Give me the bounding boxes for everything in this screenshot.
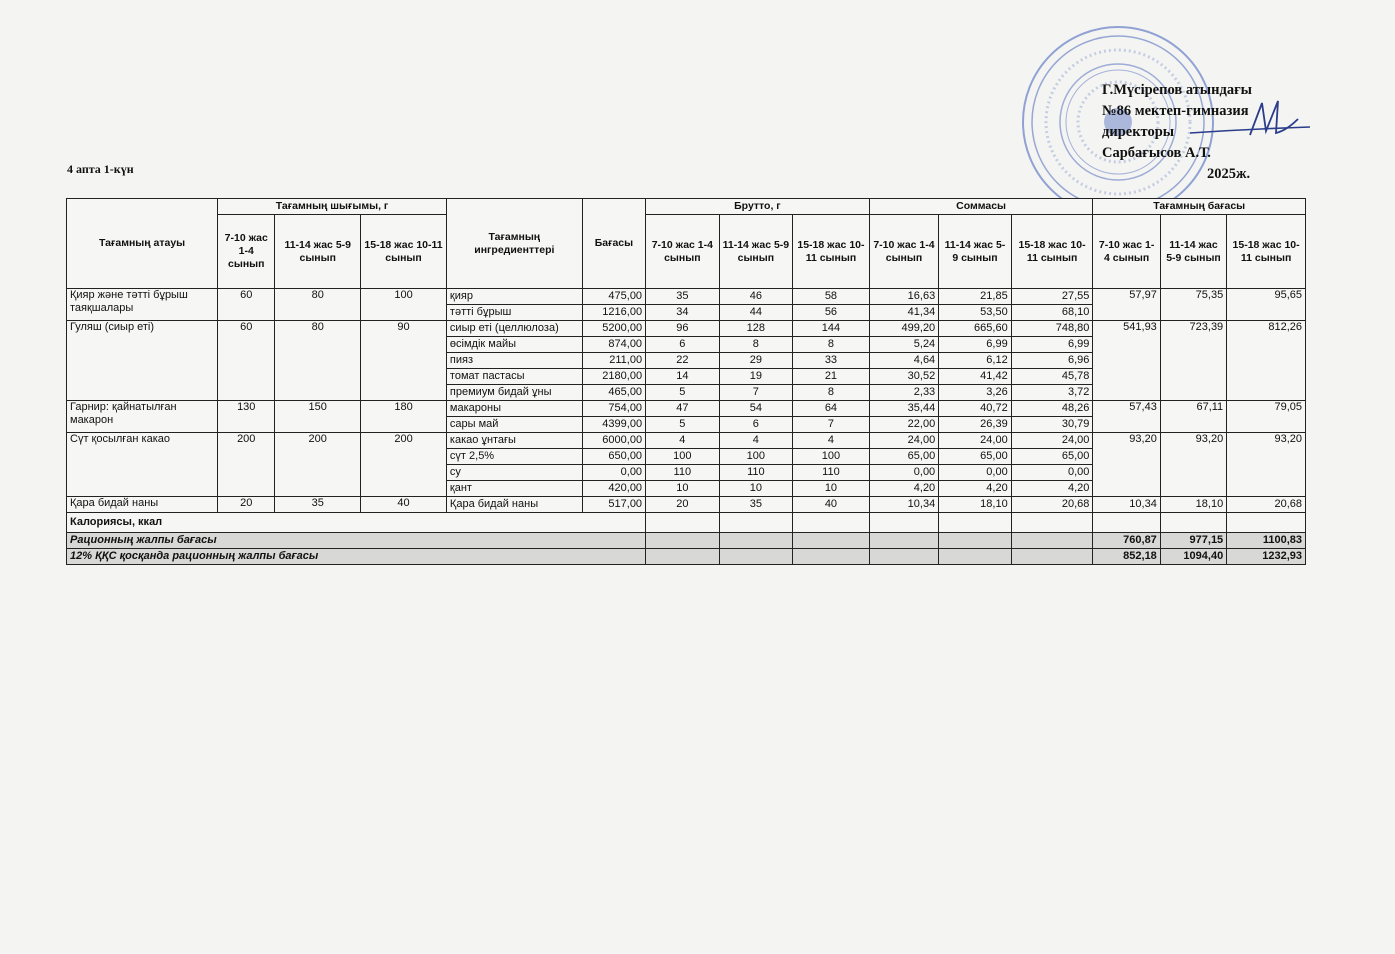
ingredient-brutto: 4: [646, 433, 720, 449]
ingredient-price: 0,00: [582, 465, 645, 481]
ingredient-brutto: 5: [646, 385, 720, 401]
table-row: [67, 497, 1306, 513]
ingredient-price: 2180,00: [582, 369, 645, 385]
ingredient-brutto: 22: [646, 353, 720, 369]
ingredient-brutto: 100: [793, 449, 870, 465]
dish-output: 35: [275, 497, 361, 513]
dish-total-price: 93,20: [1093, 433, 1160, 497]
week-day-label: 4 апта 1-күн: [67, 162, 134, 176]
ingredient-brutto: 6: [646, 337, 720, 353]
ingredient-brutto: 10: [793, 481, 870, 497]
dish-total-price: 10,34: [1093, 497, 1160, 513]
ingredient-sum: 0,00: [1011, 465, 1093, 481]
ingredient-brutto: 144: [793, 321, 870, 337]
total-row-empty-cell: [1011, 533, 1093, 549]
ingredient-brutto: 5: [646, 417, 720, 433]
dish-output: 40: [361, 497, 447, 513]
dish-total-price: 93,20: [1160, 433, 1226, 497]
header-output-age-1: 7-10 жас 1-4 сынып: [218, 215, 275, 289]
calories-cell: [646, 513, 720, 533]
vat-total-row-value: 1232,93: [1227, 549, 1306, 565]
ingredient-brutto: 10: [719, 481, 793, 497]
ingredient-sum: 65,00: [939, 449, 1012, 465]
dish-output: 200: [361, 433, 447, 497]
ingredient-sum: 30,79: [1011, 417, 1093, 433]
ingredient-name: су: [446, 465, 582, 481]
ingredient-sum: 6,12: [939, 353, 1012, 369]
dish-total-price: 75,35: [1160, 289, 1226, 321]
vat-total-row: [67, 549, 1306, 565]
ingredient-name: өсімдік майы: [446, 337, 582, 353]
ingredient-sum: 40,72: [939, 401, 1012, 417]
ingredient-brutto: 100: [646, 449, 720, 465]
total-row: [67, 533, 1306, 549]
header-brutto: Брутто, г: [646, 199, 870, 215]
total-row-empty-cell: [869, 533, 938, 549]
ingredient-sum: 41,34: [869, 305, 938, 321]
vat-total-row-empty-cell: [719, 549, 793, 565]
header-dish-price: Тағамның бағасы: [1093, 199, 1306, 215]
calories-cell: [939, 513, 1012, 533]
calories-cell: [1093, 513, 1160, 533]
ingredient-brutto: 96: [646, 321, 720, 337]
ingredient-name: тәтті бұрыш: [446, 305, 582, 321]
total-row-empty-cell: [719, 533, 793, 549]
ingredient-name: макароны: [446, 401, 582, 417]
table-row: [67, 289, 1306, 305]
ingredient-sum: 4,20: [1011, 481, 1093, 497]
header-sum-age-2: 11-14 жас 5-9 сынып: [939, 215, 1012, 289]
total-row-value: 977,15: [1160, 533, 1226, 549]
dish-name: Қияр және тәтті бұрыш таяқшалары: [67, 289, 218, 321]
ingredient-price: 4399,00: [582, 417, 645, 433]
dish-output: 60: [218, 321, 275, 401]
header-output-age-3: 15-18 жас 10-11 сынып: [361, 215, 447, 289]
ingredient-brutto: 56: [793, 305, 870, 321]
ingredient-sum: 65,00: [1011, 449, 1093, 465]
ingredient-price: 420,00: [582, 481, 645, 497]
ingredient-sum: 5,24: [869, 337, 938, 353]
vat-total-row-empty-cell: [793, 549, 870, 565]
dish-output: 130: [218, 401, 275, 433]
ingredient-brutto: 19: [719, 369, 793, 385]
calories-cell: [1011, 513, 1093, 533]
ingredient-name: Қара бидай наны: [446, 497, 582, 513]
dish-output: 150: [275, 401, 361, 433]
ingredient-sum: 65,00: [869, 449, 938, 465]
calories-cell: [719, 513, 793, 533]
vat-total-row-label: 12% ҚҚС қосқанда рационның жалпы бағасы: [67, 549, 646, 565]
ingredient-brutto: 35: [646, 289, 720, 305]
ingredient-brutto: 8: [793, 385, 870, 401]
dish-output: 60: [218, 289, 275, 321]
header-output: Тағамның шығымы, г: [218, 199, 447, 215]
ingredient-brutto: 100: [719, 449, 793, 465]
table-row: [67, 401, 1306, 417]
header-brutto-age-3: 15-18 жас 10-11 сынып: [793, 215, 870, 289]
dish-output: 180: [361, 401, 447, 433]
total-row-empty-cell: [939, 533, 1012, 549]
ingredient-sum: 0,00: [869, 465, 938, 481]
ingredient-sum: 4,20: [939, 481, 1012, 497]
ingredient-brutto: 44: [719, 305, 793, 321]
ingredient-brutto: 8: [719, 337, 793, 353]
ingredient-sum: 748,80: [1011, 321, 1093, 337]
total-row-value: 760,87: [1093, 533, 1160, 549]
ingredient-brutto: 29: [719, 353, 793, 369]
ingredient-sum: 4,64: [869, 353, 938, 369]
ingredient-brutto: 46: [719, 289, 793, 305]
ingredient-brutto: 34: [646, 305, 720, 321]
ingredient-brutto: 58: [793, 289, 870, 305]
dish-total-price: 57,97: [1093, 289, 1160, 321]
ingredient-name: какао ұнтағы: [446, 433, 582, 449]
ingredient-price: 874,00: [582, 337, 645, 353]
ingredient-name: пияз: [446, 353, 582, 369]
ingredient-sum: 53,50: [939, 305, 1012, 321]
dish-output: 20: [218, 497, 275, 513]
total-row-empty-cell: [793, 533, 870, 549]
dish-name: Гарнир: қайнатылған макарон: [67, 401, 218, 433]
ingredient-brutto: 7: [793, 417, 870, 433]
calories-cell: [869, 513, 938, 533]
ingredient-sum: 45,78: [1011, 369, 1093, 385]
ingredient-sum: 20,68: [1011, 497, 1093, 513]
ingredient-sum: 24,00: [939, 433, 1012, 449]
table-row: [67, 433, 1306, 449]
calories-row: [67, 513, 1306, 533]
dish-output: 200: [275, 433, 361, 497]
header-dish-price-age-2: 11-14 жас 5-9 сынып: [1160, 215, 1226, 289]
ingredient-brutto: 4: [793, 433, 870, 449]
ingredient-price: 211,00: [582, 353, 645, 369]
approval-school-name: Г.Мүсірепов атындағы: [1102, 82, 1252, 98]
ingredient-sum: 68,10: [1011, 305, 1093, 321]
total-row-empty-cell: [646, 533, 720, 549]
ingredient-sum: 3,72: [1011, 385, 1093, 401]
ingredient-sum: 0,00: [939, 465, 1012, 481]
vat-total-row-value: 852,18: [1093, 549, 1160, 565]
ingredient-sum: 22,00: [869, 417, 938, 433]
ingredient-name: томат пастасы: [446, 369, 582, 385]
dish-total-price: 541,93: [1093, 321, 1160, 401]
director-signature: [1180, 95, 1320, 155]
ingredient-sum: 3,26: [939, 385, 1012, 401]
dish-total-price: 93,20: [1227, 433, 1306, 497]
dish-output: 200: [218, 433, 275, 497]
approval-position: директоры: [1102, 124, 1175, 140]
total-row-label: Рационның жалпы бағасы: [67, 533, 646, 549]
header-dish-price-age-1: 7-10 жас 1-4 сынып: [1093, 215, 1160, 289]
ingredient-brutto: 6: [719, 417, 793, 433]
ingredient-name: қант: [446, 481, 582, 497]
header-brutto-age-1: 7-10 жас 1-4 сынып: [646, 215, 720, 289]
ingredient-price: 5200,00: [582, 321, 645, 337]
ingredient-brutto: 110: [719, 465, 793, 481]
ingredient-sum: 41,42: [939, 369, 1012, 385]
header-price: Бағасы: [582, 199, 645, 289]
header-output-age-2: 11-14 жас 5-9 сынып: [275, 215, 361, 289]
ingredient-brutto: 54: [719, 401, 793, 417]
approval-director-name: Сарбағысов А.Т.: [1102, 145, 1211, 161]
ingredient-sum: 10,34: [869, 497, 938, 513]
table-row: [67, 321, 1306, 337]
ingredient-sum: 24,00: [869, 433, 938, 449]
calories-cell: [1227, 513, 1306, 533]
ingredient-sum: 665,60: [939, 321, 1012, 337]
total-row-value: 1100,83: [1227, 533, 1306, 549]
ingredient-sum: 4,20: [869, 481, 938, 497]
ingredient-price: 754,00: [582, 401, 645, 417]
ingredient-brutto: 7: [719, 385, 793, 401]
ingredient-sum: 6,99: [1011, 337, 1093, 353]
vat-total-row-empty-cell: [1011, 549, 1093, 565]
ingredient-brutto: 10: [646, 481, 720, 497]
dish-total-price: 20,68: [1227, 497, 1306, 513]
ingredient-sum: 35,44: [869, 401, 938, 417]
header-sum-age-3: 15-18 жас 10-11 сынып: [1011, 215, 1093, 289]
dish-total-price: 18,10: [1160, 497, 1226, 513]
header-brutto-age-2: 11-14 жас 5-9 сынып: [719, 215, 793, 289]
ingredient-price: 517,00: [582, 497, 645, 513]
dish-total-price: 723,39: [1160, 321, 1226, 401]
ingredient-price: 1216,00: [582, 305, 645, 321]
vat-total-row-empty-cell: [646, 549, 720, 565]
vat-total-row-empty-cell: [869, 549, 938, 565]
ingredient-name: сиыр еті (целлюлоза): [446, 321, 582, 337]
dish-output: 80: [275, 321, 361, 401]
ingredient-name: премиум бидай ұны: [446, 385, 582, 401]
ingredient-brutto: 33: [793, 353, 870, 369]
ingredient-brutto: 40: [793, 497, 870, 513]
header-dish-name: Тағамның атауы: [67, 199, 218, 289]
ingredient-sum: 26,39: [939, 417, 1012, 433]
ingredient-brutto: 35: [719, 497, 793, 513]
calories-label: Калориясы, ккал: [67, 513, 646, 533]
ingredient-brutto: 110: [793, 465, 870, 481]
ingredient-price: 465,00: [582, 385, 645, 401]
ingredient-sum: 27,55: [1011, 289, 1093, 305]
ingredient-sum: 30,52: [869, 369, 938, 385]
header-ingredients: Тағамның ингредиенттері: [446, 199, 582, 289]
ingredient-brutto: 110: [646, 465, 720, 481]
ingredient-sum: 2,33: [869, 385, 938, 401]
ingredient-brutto: 64: [793, 401, 870, 417]
ingredient-sum: 499,20: [869, 321, 938, 337]
ingredient-price: 6000,00: [582, 433, 645, 449]
vat-total-row-value: 1094,40: [1160, 549, 1226, 565]
ingredient-price: 475,00: [582, 289, 645, 305]
dish-name: Гуляш (сиыр еті): [67, 321, 218, 401]
ingredient-sum: 18,10: [939, 497, 1012, 513]
dish-output: 100: [361, 289, 447, 321]
dish-name: Сүт қосылған какао: [67, 433, 218, 497]
ingredient-brutto: 14: [646, 369, 720, 385]
vat-total-row-empty-cell: [939, 549, 1012, 565]
ingredient-brutto: 21: [793, 369, 870, 385]
approval-school-number: №86 мектеп-гимназия: [1102, 103, 1249, 119]
ingredient-sum: 6,96: [1011, 353, 1093, 369]
calories-cell: [1160, 513, 1226, 533]
ingredient-sum: 48,26: [1011, 401, 1093, 417]
ingredient-sum: 21,85: [939, 289, 1012, 305]
approval-date: 2025ж.: [1207, 166, 1251, 182]
header-sum: Соммасы: [869, 199, 1093, 215]
dish-output: 80: [275, 289, 361, 321]
ingredient-brutto: 47: [646, 401, 720, 417]
menu-table: [66, 198, 1306, 565]
ingredient-sum: 16,63: [869, 289, 938, 305]
ingredient-brutto: 8: [793, 337, 870, 353]
dish-total-price: 57,43: [1093, 401, 1160, 433]
dish-name: Қара бидай наны: [67, 497, 218, 513]
header-dish-price-age-3: 15-18 жас 10-11 сынып: [1227, 215, 1306, 289]
ingredient-name: сүт 2,5%: [446, 449, 582, 465]
dish-total-price: 812,26: [1227, 321, 1306, 401]
dish-total-price: 79,05: [1227, 401, 1306, 433]
ingredient-name: қияр: [446, 289, 582, 305]
ingredient-price: 650,00: [582, 449, 645, 465]
ingredient-brutto: 4: [719, 433, 793, 449]
ingredient-sum: 6,99: [939, 337, 1012, 353]
header-sum-age-1: 7-10 жас 1-4 сынып: [869, 215, 938, 289]
calories-cell: [793, 513, 870, 533]
dish-total-price: 95,65: [1227, 289, 1306, 321]
ingredient-sum: 24,00: [1011, 433, 1093, 449]
dish-total-price: 67,11: [1160, 401, 1226, 433]
ingredient-name: сары май: [446, 417, 582, 433]
ingredient-brutto: 20: [646, 497, 720, 513]
dish-output: 90: [361, 321, 447, 401]
ingredient-brutto: 128: [719, 321, 793, 337]
